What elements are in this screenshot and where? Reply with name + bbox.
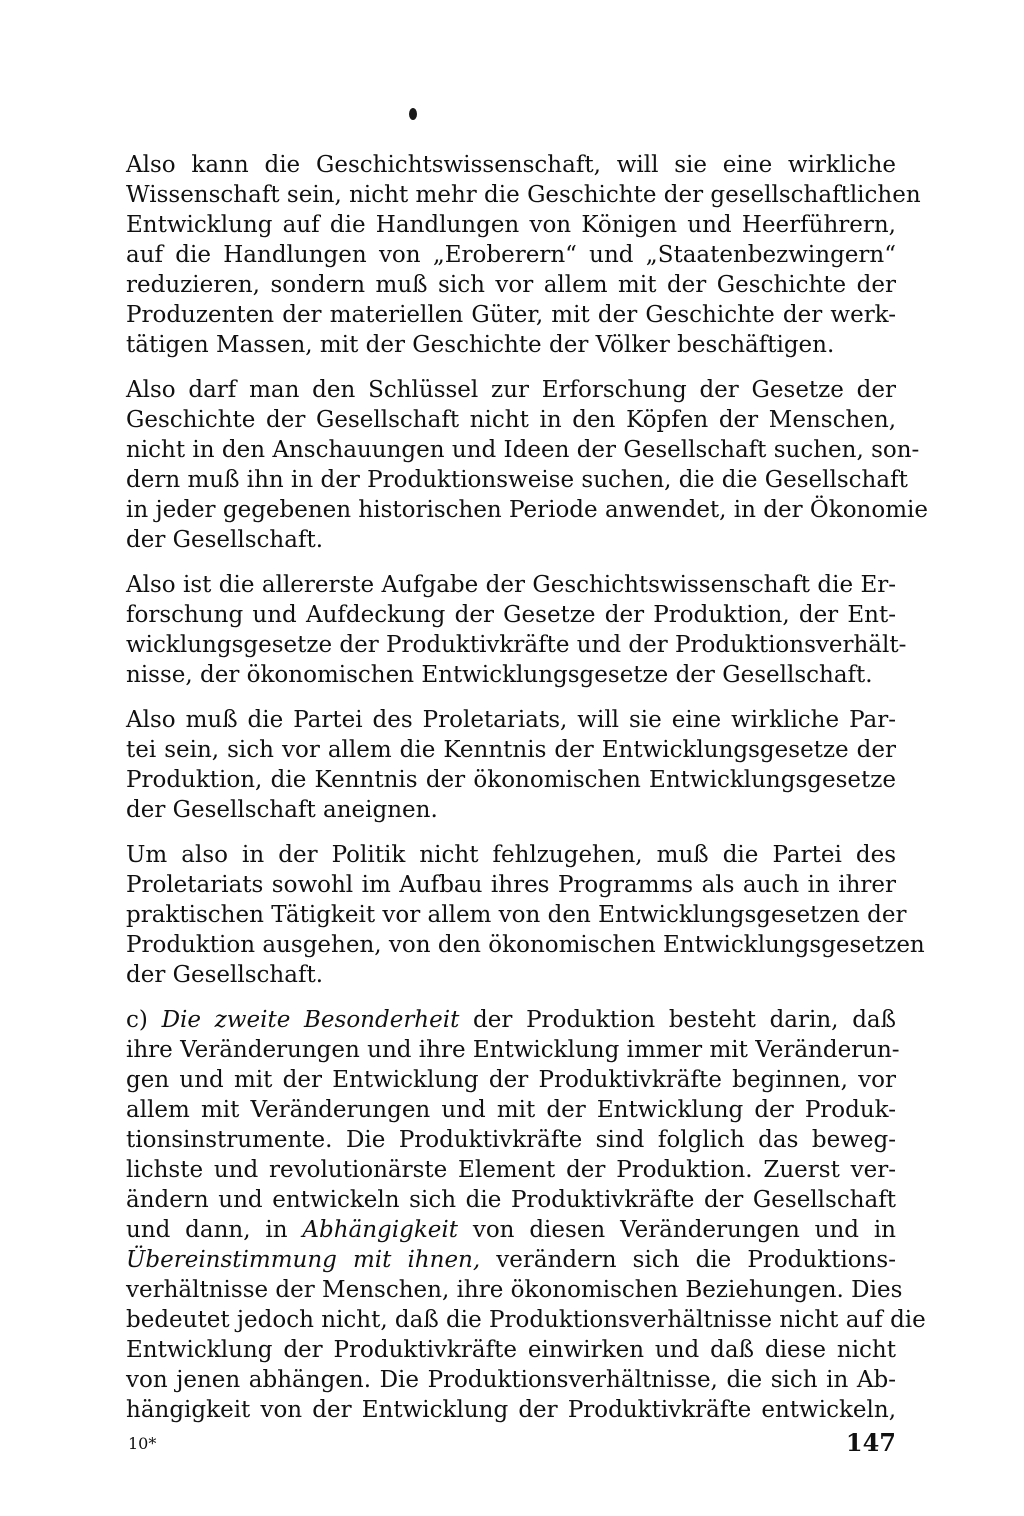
text-line: Entwicklung auf die Handlungen von Königen und Heerführern, xyxy=(126,212,896,238)
text-line: forschung und Aufdeckung der Gesetze der Produktion, der Ent- xyxy=(126,602,896,628)
text-line: allem mit Veränderungen und mit der Entwicklung der Produk- xyxy=(126,1097,896,1123)
text-line: Produzenten der materiellen Güter, mit der Geschichte der werk- xyxy=(126,302,896,328)
text-line: Geschichte der Gesellschaft nicht in den Köpfen der Menschen, xyxy=(126,407,896,433)
text-line: Also muß die Partei des Proletariats, will sie eine wirkliche Par- xyxy=(126,707,896,733)
text-line: nisse, der ökonomischen Entwicklungsgesetze der Gesellschaft. xyxy=(126,662,873,688)
paragraph-5 xyxy=(126,840,925,990)
text-line: hängigkeit von der Entwicklung der Produktivkräfte entwickeln, xyxy=(126,1397,896,1423)
text-line: Wissenschaft sein, nicht mehr die Geschichte der gesellschaftlichen xyxy=(126,182,921,208)
text-fragment: verändern sich die Produktions- xyxy=(480,1247,896,1273)
paragraph-6 xyxy=(126,1005,926,1425)
text-line: tei sein, sich vor allem die Kenntnis der Entwicklungsgesetze der xyxy=(126,737,896,763)
text-line: bedeutet jedoch nicht, daß die Produktionsverhältnisse nicht auf die xyxy=(126,1307,926,1333)
text-line: lichste und revolutionärste Element der Produktion. Zuerst ver- xyxy=(126,1157,896,1183)
text-line xyxy=(126,1245,896,1275)
text-line: dern muß ihn in der Produktionsweise suchen, die die Gesellschaft xyxy=(126,467,908,493)
text-line: der Gesellschaft. xyxy=(126,527,324,553)
text-line xyxy=(126,1005,896,1035)
text-line: reduzieren, sondern muß sich vor allem mit der Geschichte der xyxy=(126,272,896,298)
text-line: gen und mit der Entwicklung der Produktivkräfte beginnen, vor xyxy=(126,1067,896,1093)
text-line: Um also in der Politik nicht fehlzugehen, muß die Partei des xyxy=(126,842,896,868)
text-body xyxy=(126,150,928,1440)
text-line: der Gesellschaft aneignen. xyxy=(126,797,438,823)
text-line: ändern und entwickeln sich die Produktivkräfte der Gesellschaft xyxy=(126,1187,896,1213)
text-line: Also ist die allererste Aufgabe der Geschichtswissenschaft die Er- xyxy=(126,572,896,598)
emphasis-text: Abhängigkeit xyxy=(302,1217,459,1243)
paragraph-2 xyxy=(126,375,928,555)
paragraph-1 xyxy=(126,150,921,360)
text-line: tionsinstrumente. Die Produktivkräfte sind folglich das beweg- xyxy=(126,1127,896,1153)
emphasis-text: Übereinstimmung mit ihnen, xyxy=(126,1247,481,1273)
text-line xyxy=(126,1215,896,1245)
text-line: nicht in den Anschauungen und Ideen der Gesellschaft suchen, son- xyxy=(126,437,920,463)
text-line: praktischen Tätigkeit vor allem von den Entwicklungsgesetzen der xyxy=(126,902,907,928)
paragraph-4 xyxy=(126,705,896,825)
text-line: Also kann die Geschichtswissenschaft, will sie eine wirkliche xyxy=(126,152,896,178)
text-fragment: der Produktion besteht darin, daß xyxy=(459,1007,896,1033)
text-fragment: von diesen Veränderungen und in xyxy=(458,1217,896,1243)
printing-mark xyxy=(409,108,417,120)
text-fragment: und dann, in xyxy=(126,1217,303,1243)
text-line: Proletariats sowohl im Aufbau ihres Programms als auch in ihrer xyxy=(126,872,896,898)
text-line: von jenen abhängen. Die Produktionsverhältnisse, die sich in Ab- xyxy=(126,1367,896,1393)
text-line: Produktion ausgehen, von den ökonomischen Entwicklungsgesetzen xyxy=(126,932,925,958)
text-line: ihre Veränderungen und ihre Entwicklung immer mit Veränderun- xyxy=(126,1037,900,1063)
paragraph-3 xyxy=(126,570,907,690)
text-line: der Gesellschaft. xyxy=(126,962,324,988)
text-line: Also darf man den Schlüssel zur Erforschung der Gesetze der xyxy=(126,377,896,403)
text-line: in jeder gegebenen historischen Periode anwendet, in der Ökonomie xyxy=(126,497,928,523)
list-marker: c) xyxy=(126,1007,162,1033)
text-line: wicklungsgesetze der Produktivkräfte und der Produktionsverhält- xyxy=(126,632,907,658)
signature-mark: 10* xyxy=(128,1434,157,1453)
text-line: Produktion, die Kenntnis der ökonomischen Entwicklungsgesetze xyxy=(126,767,896,793)
text-line: verhältnisse der Menschen, ihre ökonomischen Beziehungen. Dies xyxy=(126,1277,903,1303)
text-line: tätigen Massen, mit der Geschichte der Völker beschäftigen. xyxy=(126,332,835,358)
page-number: 147 xyxy=(845,1428,896,1457)
emphasis-text: Die zweite Besonderheit xyxy=(161,1007,460,1033)
text-line: Entwicklung der Produktivkräfte einwirken und daß diese nicht xyxy=(126,1337,896,1363)
text-line: auf die Handlungen von „Eroberern“ und „Staatenbezwingern“ xyxy=(126,242,896,268)
